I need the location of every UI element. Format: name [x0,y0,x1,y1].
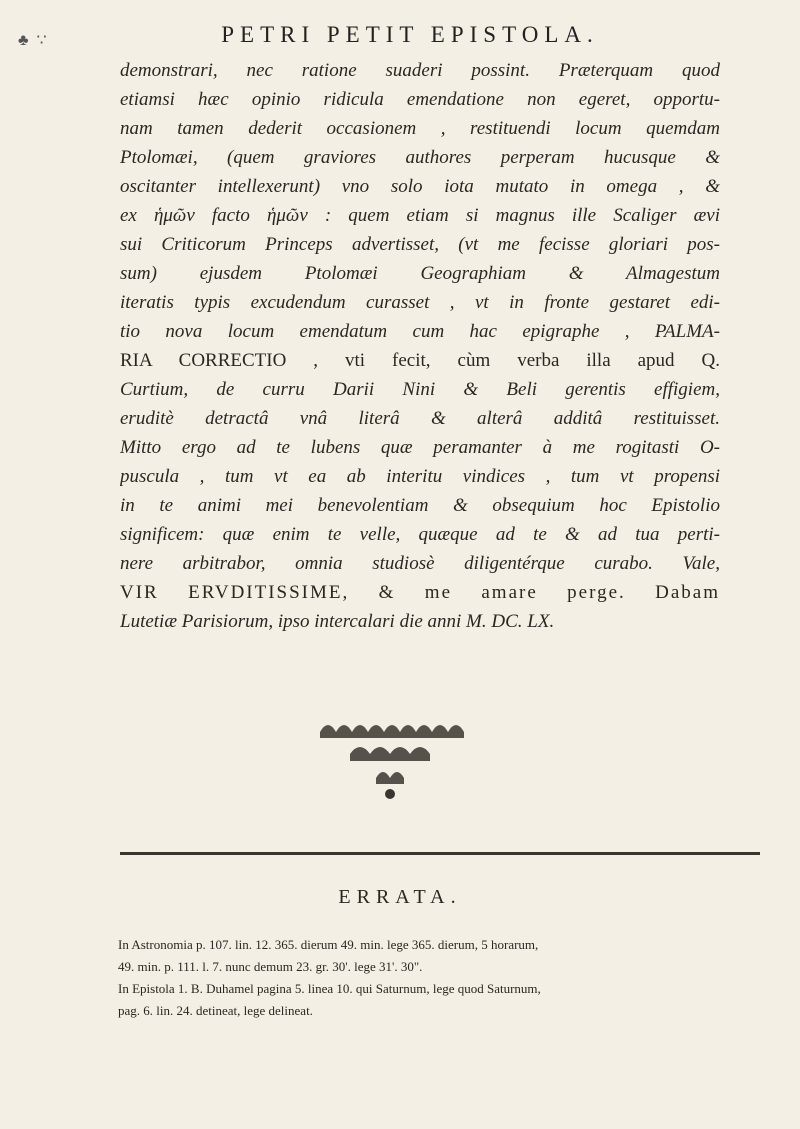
body-line: eruditè detractâ vnâ literâ & alterâ additâ restituisset. [120,408,720,429]
body-line: Mitto ergo ad te lubens quæ peramanter à me rogitasti O- [120,437,720,458]
body-line: nere arbitrabor, omnia studiosè diligentérque curabo. Vale, [120,553,720,574]
body-line: sum) ejusdem Ptolomæi Geographiam & Almagestum [120,263,720,284]
body-line: nam tamen dederit occasionem , restituendi locum quemdam [120,118,720,139]
body-line: etiamsi hæc opinio ridicula emendatione non egeret, opportu- [120,89,720,110]
body-line: ex ἡμῶν facto ἡμῶν : quem etiam si magnus ille Scaliger ævi [120,205,720,226]
errata-line: In Epistola 1. B. Duhamel pagina 5. linea 10. qui Saturnum, lege quod Saturnum, [118,981,541,996]
body-line: tio nova locum emendatum cum hac epigraphe , PALMA- [120,321,720,342]
body-line: Curtium, de curru Darii Nini & Beli gerentis effigiem, [120,379,720,400]
letter-body [120,56,720,636]
body-line: Lutetiæ Parisiorum, ipso intercalari die anni M. DC. LX. [120,611,555,632]
body-line: sui Criticorum Princeps advertisset, (vt me fecisse gloriari pos- [120,234,720,255]
running-head: PETRI PETIT EPISTOLA. [221,22,599,47]
section-rule [120,852,760,855]
printers-ornament [310,714,470,804]
body-line: RIA CORRECTIO , vti fecit, cùm verba illa apud Q. [120,350,720,371]
body-line: oscitanter intellexerunt) vno solo iota mutato in omega , & [120,176,720,197]
margin-mark: ♣ ∵ [18,32,49,49]
errata-line: 49. min. p. 111. l. 7. nunc demum 23. gr. 30'. lege 31'. 30". [118,959,423,974]
body-line: Ptolomæi, (quem graviores authores perperam hucusque & [120,147,720,168]
body-line: VIR ERVDITISSIME, & me amare perge. Dabam [120,582,720,603]
body-line: demonstrari, nec ratione suaderi possint. Præterquam quod [120,60,720,81]
errata-line: In Astronomia p. 107. lin. 12. 365. dierum 49. min. lege 365. dierum, 5 horarum, [118,937,539,952]
errata-list [118,934,768,1022]
body-line: iteratis typis excudendum curasset , vt in fronte gestaret edi- [120,292,720,313]
body-line: pusculа , tum vt ea ab interitu vindices , tum vt propensi [120,466,720,487]
errata-line: pag. 6. lin. 24. detineat, lege delineat. [118,1003,313,1018]
body-line: in te animi mei benevolentiam & obsequium hoc Epistolio [120,495,720,516]
body-line: significem: quæ enim te velle, quæque ad te & ad tua perti- [120,524,720,545]
errata-title: ERRATA. [338,886,462,908]
